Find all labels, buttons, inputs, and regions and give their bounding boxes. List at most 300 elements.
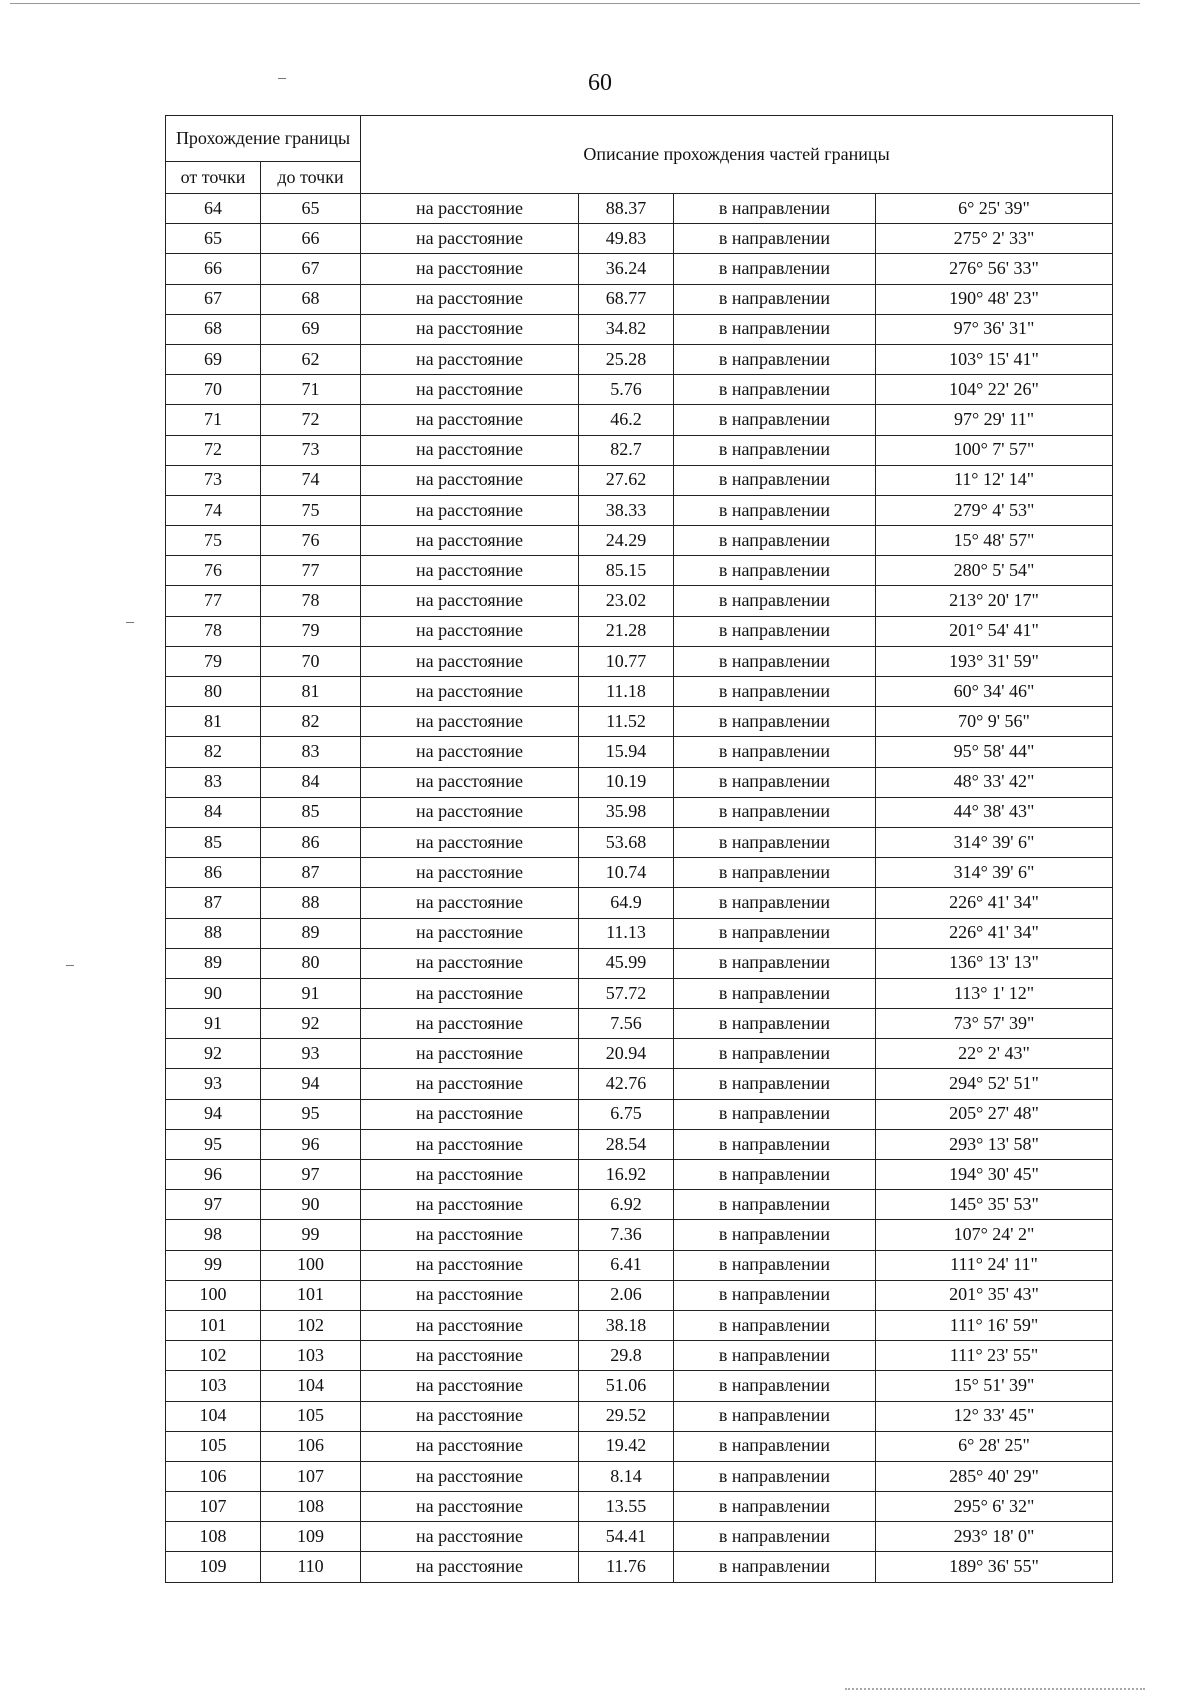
to-point-cell: 67	[261, 254, 361, 284]
distance-label-cell: на расстояние	[361, 1160, 579, 1190]
to-point-cell: 77	[261, 556, 361, 586]
to-point-cell: 75	[261, 495, 361, 525]
from-point-cell: 82	[166, 737, 261, 767]
distance-value-cell: 82.7	[579, 435, 674, 465]
distance-value-cell: 6.75	[579, 1099, 674, 1129]
direction-label-cell: в направлении	[674, 435, 876, 465]
to-point-cell: 102	[261, 1310, 361, 1340]
distance-value-cell: 68.77	[579, 284, 674, 314]
distance-label-cell: на расстояние	[361, 978, 579, 1008]
distance-label-cell: на расстояние	[361, 677, 579, 707]
bearing-value-cell: 70° 9' 56"	[876, 707, 1113, 737]
bearing-value-cell: 293° 13' 58"	[876, 1129, 1113, 1159]
table-row	[166, 1492, 1113, 1522]
direction-label-cell: в направлении	[674, 224, 876, 254]
bearing-value-cell: 201° 35' 43"	[876, 1280, 1113, 1310]
direction-label-cell: в направлении	[674, 1522, 876, 1552]
from-point-cell: 101	[166, 1310, 261, 1340]
table-row	[166, 1099, 1113, 1129]
table-row	[166, 1160, 1113, 1190]
bearing-value-cell: 294° 52' 51"	[876, 1069, 1113, 1099]
from-point-cell: 72	[166, 435, 261, 465]
from-point-cell: 100	[166, 1280, 261, 1310]
table-row	[166, 224, 1113, 254]
from-point-cell: 107	[166, 1492, 261, 1522]
distance-label-cell: на расстояние	[361, 707, 579, 737]
table-row	[166, 918, 1113, 948]
distance-value-cell: 21.28	[579, 616, 674, 646]
distance-value-cell: 42.76	[579, 1069, 674, 1099]
distance-label-cell: на расстояние	[361, 284, 579, 314]
direction-label-cell: в направлении	[674, 194, 876, 224]
bearing-value-cell: 193° 31' 59"	[876, 646, 1113, 676]
distance-value-cell: 8.14	[579, 1461, 674, 1491]
bearing-value-cell: 44° 38' 43"	[876, 797, 1113, 827]
direction-label-cell: в направлении	[674, 767, 876, 797]
from-point-cell: 102	[166, 1341, 261, 1371]
distance-label-cell: на расстояние	[361, 224, 579, 254]
direction-label-cell: в направлении	[674, 1552, 876, 1582]
table-row	[166, 344, 1113, 374]
distance-label-cell: на расстояние	[361, 1431, 579, 1461]
from-point-cell: 81	[166, 707, 261, 737]
bearing-value-cell: 6° 28' 25"	[876, 1431, 1113, 1461]
table-body	[166, 194, 1113, 1583]
direction-label-cell: в направлении	[674, 978, 876, 1008]
table-row	[166, 495, 1113, 525]
direction-label-cell: в направлении	[674, 375, 876, 405]
distance-value-cell: 11.18	[579, 677, 674, 707]
distance-label-cell: на расстояние	[361, 1492, 579, 1522]
distance-value-cell: 13.55	[579, 1492, 674, 1522]
direction-label-cell: в направлении	[674, 918, 876, 948]
to-point-cell: 79	[261, 616, 361, 646]
distance-label-cell: на расстояние	[361, 435, 579, 465]
direction-label-cell: в направлении	[674, 888, 876, 918]
table-row	[166, 1552, 1113, 1582]
distance-label-cell: на расстояние	[361, 1220, 579, 1250]
from-point-cell: 71	[166, 405, 261, 435]
scan-speck	[66, 965, 74, 966]
distance-label-cell: на расстояние	[361, 254, 579, 284]
table-row	[166, 435, 1113, 465]
to-point-cell: 84	[261, 767, 361, 797]
from-point-cell: 97	[166, 1190, 261, 1220]
distance-label-cell: на расстояние	[361, 616, 579, 646]
table-row	[166, 858, 1113, 888]
direction-label-cell: в направлении	[674, 586, 876, 616]
from-point-cell: 91	[166, 1009, 261, 1039]
table-row	[166, 314, 1113, 344]
distance-value-cell: 11.13	[579, 918, 674, 948]
direction-label-cell: в направлении	[674, 1009, 876, 1039]
to-point-cell: 71	[261, 375, 361, 405]
from-point-cell: 103	[166, 1371, 261, 1401]
from-point-cell: 93	[166, 1069, 261, 1099]
header-from-point: от точки	[166, 162, 261, 194]
distance-value-cell: 6.41	[579, 1250, 674, 1280]
bearing-value-cell: 314° 39' 6"	[876, 827, 1113, 857]
distance-label-cell: на расстояние	[361, 737, 579, 767]
bearing-value-cell: 226° 41' 34"	[876, 888, 1113, 918]
from-point-cell: 98	[166, 1220, 261, 1250]
to-point-cell: 93	[261, 1039, 361, 1069]
table-row	[166, 375, 1113, 405]
table-row	[166, 1220, 1113, 1250]
table-row	[166, 254, 1113, 284]
from-point-cell: 67	[166, 284, 261, 314]
table-row	[166, 1461, 1113, 1491]
to-point-cell: 65	[261, 194, 361, 224]
table-row	[166, 1069, 1113, 1099]
from-point-cell: 75	[166, 526, 261, 556]
direction-label-cell: в направлении	[674, 1250, 876, 1280]
distance-label-cell: на расстояние	[361, 797, 579, 827]
from-point-cell: 94	[166, 1099, 261, 1129]
direction-label-cell: в направлении	[674, 1461, 876, 1491]
bearing-value-cell: 104° 22' 26"	[876, 375, 1113, 405]
to-point-cell: 92	[261, 1009, 361, 1039]
distance-label-cell: на расстояние	[361, 405, 579, 435]
table-row	[166, 1401, 1113, 1431]
to-point-cell: 73	[261, 435, 361, 465]
distance-value-cell: 10.77	[579, 646, 674, 676]
from-point-cell: 77	[166, 586, 261, 616]
scan-speck	[126, 622, 134, 623]
from-point-cell: 65	[166, 224, 261, 254]
direction-label-cell: в направлении	[674, 1129, 876, 1159]
to-point-cell: 94	[261, 1069, 361, 1099]
direction-label-cell: в направлении	[674, 1280, 876, 1310]
distance-value-cell: 54.41	[579, 1522, 674, 1552]
bearing-value-cell: 145° 35' 53"	[876, 1190, 1113, 1220]
bearing-value-cell: 189° 36' 55"	[876, 1552, 1113, 1582]
to-point-cell: 83	[261, 737, 361, 767]
bearing-value-cell: 107° 24' 2"	[876, 1220, 1113, 1250]
distance-value-cell: 7.36	[579, 1220, 674, 1250]
distance-value-cell: 6.92	[579, 1190, 674, 1220]
bearing-value-cell: 15° 48' 57"	[876, 526, 1113, 556]
bearing-value-cell: 97° 36' 31"	[876, 314, 1113, 344]
distance-label-cell: на расстояние	[361, 1371, 579, 1401]
bearing-value-cell: 22° 2' 43"	[876, 1039, 1113, 1069]
distance-label-cell: на расстояние	[361, 465, 579, 495]
table-row	[166, 1129, 1113, 1159]
distance-label-cell: на расстояние	[361, 556, 579, 586]
from-point-cell: 80	[166, 677, 261, 707]
bearing-value-cell: 314° 39' 6"	[876, 858, 1113, 888]
to-point-cell: 110	[261, 1552, 361, 1582]
direction-label-cell: в направлении	[674, 616, 876, 646]
table-row	[166, 1009, 1113, 1039]
distance-value-cell: 57.72	[579, 978, 674, 1008]
table-row	[166, 616, 1113, 646]
header-to-point: до точки	[261, 162, 361, 194]
distance-value-cell: 53.68	[579, 827, 674, 857]
to-point-cell: 97	[261, 1160, 361, 1190]
to-point-cell: 78	[261, 586, 361, 616]
distance-value-cell: 10.19	[579, 767, 674, 797]
scan-top-edge	[10, 3, 1140, 4]
bearing-value-cell: 12° 33' 45"	[876, 1401, 1113, 1431]
distance-value-cell: 23.02	[579, 586, 674, 616]
direction-label-cell: в направлении	[674, 737, 876, 767]
from-point-cell: 89	[166, 948, 261, 978]
distance-label-cell: на расстояние	[361, 194, 579, 224]
direction-label-cell: в направлении	[674, 1099, 876, 1129]
bearing-value-cell: 295° 6' 32"	[876, 1492, 1113, 1522]
from-point-cell: 108	[166, 1522, 261, 1552]
table-row	[166, 827, 1113, 857]
direction-label-cell: в направлении	[674, 1310, 876, 1340]
to-point-cell: 109	[261, 1522, 361, 1552]
to-point-cell: 74	[261, 465, 361, 495]
table-row	[166, 1431, 1113, 1461]
distance-value-cell: 15.94	[579, 737, 674, 767]
table-row	[166, 1371, 1113, 1401]
table-row	[166, 978, 1113, 1008]
to-point-cell: 68	[261, 284, 361, 314]
table-row	[166, 1280, 1113, 1310]
from-point-cell: 87	[166, 888, 261, 918]
distance-label-cell: на расстояние	[361, 646, 579, 676]
distance-value-cell: 11.76	[579, 1552, 674, 1582]
table-row	[166, 948, 1113, 978]
to-point-cell: 69	[261, 314, 361, 344]
table-row	[166, 767, 1113, 797]
direction-label-cell: в направлении	[674, 314, 876, 344]
bearing-value-cell: 111° 23' 55"	[876, 1341, 1113, 1371]
to-point-cell: 106	[261, 1431, 361, 1461]
distance-label-cell: на расстояние	[361, 1099, 579, 1129]
bearing-value-cell: 111° 16' 59"	[876, 1310, 1113, 1340]
distance-label-cell: на расстояние	[361, 314, 579, 344]
direction-label-cell: в направлении	[674, 284, 876, 314]
from-point-cell: 83	[166, 767, 261, 797]
distance-value-cell: 29.52	[579, 1401, 674, 1431]
bearing-value-cell: 226° 41' 34"	[876, 918, 1113, 948]
from-point-cell: 88	[166, 918, 261, 948]
bearing-value-cell: 15° 51' 39"	[876, 1371, 1113, 1401]
to-point-cell: 103	[261, 1341, 361, 1371]
from-point-cell: 85	[166, 827, 261, 857]
table-row	[166, 465, 1113, 495]
direction-label-cell: в направлении	[674, 827, 876, 857]
direction-label-cell: в направлении	[674, 1160, 876, 1190]
to-point-cell: 89	[261, 918, 361, 948]
distance-value-cell: 38.33	[579, 495, 674, 525]
from-point-cell: 78	[166, 616, 261, 646]
from-point-cell: 96	[166, 1160, 261, 1190]
to-point-cell: 88	[261, 888, 361, 918]
direction-label-cell: в направлении	[674, 495, 876, 525]
direction-label-cell: в направлении	[674, 948, 876, 978]
direction-label-cell: в направлении	[674, 797, 876, 827]
bearing-value-cell: 111° 24' 11"	[876, 1250, 1113, 1280]
bearing-value-cell: 73° 57' 39"	[876, 1009, 1113, 1039]
direction-label-cell: в направлении	[674, 1431, 876, 1461]
scan-bottom-edge	[845, 1688, 1145, 1693]
distance-value-cell: 64.9	[579, 888, 674, 918]
distance-label-cell: на расстояние	[361, 1069, 579, 1099]
to-point-cell: 99	[261, 1220, 361, 1250]
from-point-cell: 105	[166, 1431, 261, 1461]
bearing-value-cell: 103° 15' 41"	[876, 344, 1113, 374]
distance-label-cell: на расстояние	[361, 344, 579, 374]
to-point-cell: 107	[261, 1461, 361, 1491]
to-point-cell: 87	[261, 858, 361, 888]
direction-label-cell: в направлении	[674, 254, 876, 284]
from-point-cell: 70	[166, 375, 261, 405]
direction-label-cell: в направлении	[674, 465, 876, 495]
table-row	[166, 1190, 1113, 1220]
table-row	[166, 797, 1113, 827]
from-point-cell: 76	[166, 556, 261, 586]
to-point-cell: 86	[261, 827, 361, 857]
distance-label-cell: на расстояние	[361, 375, 579, 405]
distance-value-cell: 24.29	[579, 526, 674, 556]
direction-label-cell: в направлении	[674, 405, 876, 435]
distance-value-cell: 16.92	[579, 1160, 674, 1190]
distance-label-cell: на расстояние	[361, 1039, 579, 1069]
distance-value-cell: 46.2	[579, 405, 674, 435]
to-point-cell: 108	[261, 1492, 361, 1522]
bearing-value-cell: 213° 20' 17"	[876, 586, 1113, 616]
from-point-cell: 90	[166, 978, 261, 1008]
distance-label-cell: на расстояние	[361, 858, 579, 888]
to-point-cell: 72	[261, 405, 361, 435]
bearing-value-cell: 194° 30' 45"	[876, 1160, 1113, 1190]
distance-label-cell: на расстояние	[361, 888, 579, 918]
direction-label-cell: в направлении	[674, 646, 876, 676]
from-point-cell: 104	[166, 1401, 261, 1431]
direction-label-cell: в направлении	[674, 1190, 876, 1220]
distance-value-cell: 45.99	[579, 948, 674, 978]
bearing-value-cell: 100° 7' 57"	[876, 435, 1113, 465]
table-row	[166, 677, 1113, 707]
bearing-value-cell: 293° 18' 0"	[876, 1522, 1113, 1552]
direction-label-cell: в направлении	[674, 526, 876, 556]
distance-label-cell: на расстояние	[361, 1461, 579, 1491]
direction-label-cell: в направлении	[674, 556, 876, 586]
bearing-value-cell: 136° 13' 13"	[876, 948, 1113, 978]
from-point-cell: 95	[166, 1129, 261, 1159]
bearing-value-cell: 60° 34' 46"	[876, 677, 1113, 707]
distance-label-cell: на расстояние	[361, 1522, 579, 1552]
distance-value-cell: 10.74	[579, 858, 674, 888]
direction-label-cell: в направлении	[674, 677, 876, 707]
bearing-value-cell: 97° 29' 11"	[876, 405, 1113, 435]
from-point-cell: 99	[166, 1250, 261, 1280]
distance-label-cell: на расстояние	[361, 495, 579, 525]
to-point-cell: 91	[261, 978, 361, 1008]
direction-label-cell: в направлении	[674, 1341, 876, 1371]
direction-label-cell: в направлении	[674, 344, 876, 374]
bearing-value-cell: 205° 27' 48"	[876, 1099, 1113, 1129]
distance-value-cell: 29.8	[579, 1341, 674, 1371]
table-row	[166, 1250, 1113, 1280]
distance-label-cell: на расстояние	[361, 948, 579, 978]
header-boundary-passage: Прохождение границы	[166, 116, 361, 162]
from-point-cell: 64	[166, 194, 261, 224]
distance-value-cell: 49.83	[579, 224, 674, 254]
distance-label-cell: на расстояние	[361, 1552, 579, 1582]
distance-value-cell: 19.42	[579, 1431, 674, 1461]
distance-value-cell: 20.94	[579, 1039, 674, 1069]
table-row	[166, 646, 1113, 676]
distance-value-cell: 38.18	[579, 1310, 674, 1340]
to-point-cell: 105	[261, 1401, 361, 1431]
table-row	[166, 556, 1113, 586]
distance-value-cell: 85.15	[579, 556, 674, 586]
to-point-cell: 96	[261, 1129, 361, 1159]
bearing-value-cell: 279° 4' 53"	[876, 495, 1113, 525]
distance-label-cell: на расстояние	[361, 1129, 579, 1159]
bearing-value-cell: 280° 5' 54"	[876, 556, 1113, 586]
direction-label-cell: в направлении	[674, 1039, 876, 1069]
table-row	[166, 1341, 1113, 1371]
bearing-value-cell: 201° 54' 41"	[876, 616, 1113, 646]
from-point-cell: 68	[166, 314, 261, 344]
to-point-cell: 95	[261, 1099, 361, 1129]
distance-value-cell: 36.24	[579, 254, 674, 284]
to-point-cell: 70	[261, 646, 361, 676]
direction-label-cell: в направлении	[674, 858, 876, 888]
table-row	[166, 284, 1113, 314]
from-point-cell: 106	[166, 1461, 261, 1491]
distance-label-cell: на расстояние	[361, 1310, 579, 1340]
bearing-value-cell: 113° 1' 12"	[876, 978, 1113, 1008]
from-point-cell: 74	[166, 495, 261, 525]
distance-value-cell: 25.28	[579, 344, 674, 374]
distance-label-cell: на расстояние	[361, 1009, 579, 1039]
to-point-cell: 62	[261, 344, 361, 374]
distance-value-cell: 2.06	[579, 1280, 674, 1310]
distance-label-cell: на расстояние	[361, 767, 579, 797]
to-point-cell: 82	[261, 707, 361, 737]
boundary-table	[165, 115, 1113, 1583]
distance-label-cell: на расстояние	[361, 586, 579, 616]
distance-value-cell: 35.98	[579, 797, 674, 827]
from-point-cell: 69	[166, 344, 261, 374]
table-row	[166, 586, 1113, 616]
to-point-cell: 101	[261, 1280, 361, 1310]
distance-label-cell: на расстояние	[361, 1250, 579, 1280]
distance-value-cell: 51.06	[579, 1371, 674, 1401]
distance-value-cell: 5.76	[579, 375, 674, 405]
to-point-cell: 66	[261, 224, 361, 254]
table-row	[166, 888, 1113, 918]
table-row	[166, 1039, 1113, 1069]
distance-label-cell: на расстояние	[361, 1190, 579, 1220]
to-point-cell: 80	[261, 948, 361, 978]
table-row	[166, 194, 1113, 224]
bearing-value-cell: 190° 48' 23"	[876, 284, 1113, 314]
from-point-cell: 109	[166, 1552, 261, 1582]
direction-label-cell: в направлении	[674, 1069, 876, 1099]
to-point-cell: 81	[261, 677, 361, 707]
from-point-cell: 86	[166, 858, 261, 888]
to-point-cell: 100	[261, 1250, 361, 1280]
bearing-value-cell: 275° 2' 33"	[876, 224, 1113, 254]
page-number: 60	[588, 70, 612, 96]
distance-value-cell: 11.52	[579, 707, 674, 737]
table-row	[166, 405, 1113, 435]
from-point-cell: 79	[166, 646, 261, 676]
bearing-value-cell: 95° 58' 44"	[876, 737, 1113, 767]
direction-label-cell: в направлении	[674, 1401, 876, 1431]
distance-value-cell: 28.54	[579, 1129, 674, 1159]
